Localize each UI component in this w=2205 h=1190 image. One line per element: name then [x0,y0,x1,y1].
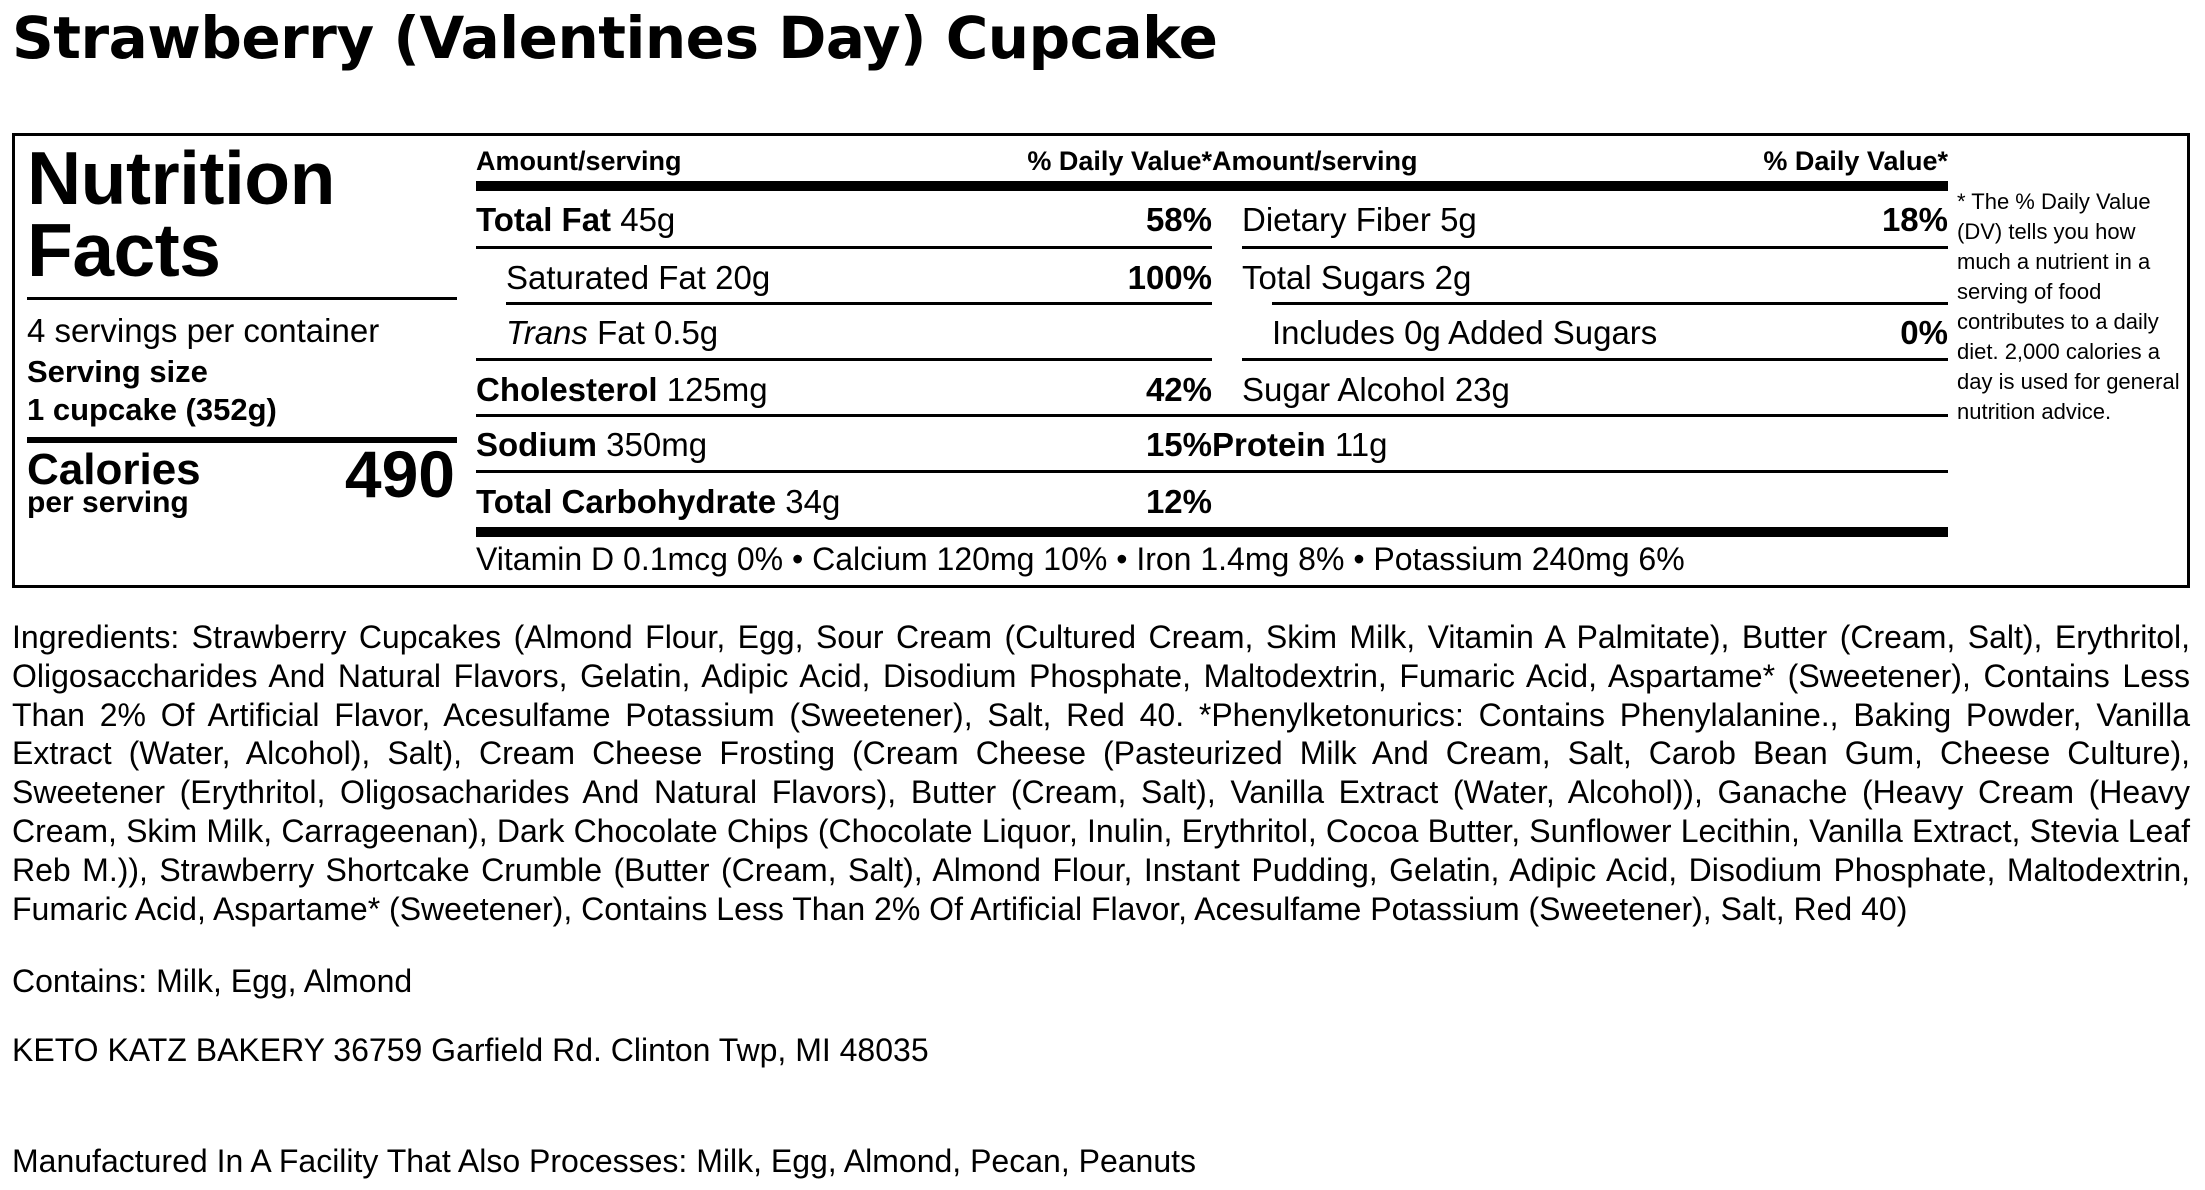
nutrient-amount: 350mg [606,426,708,463]
nutrient-name: Includes 0g Added Sugars [1272,314,1658,351]
nutrient-name: Total Carbohydrate [476,483,777,520]
nutrient-dv: 42% [1145,371,1212,408]
col-header-amount: Amount/serving [1212,146,1418,176]
nutrient-amount: 0.5g [653,314,719,351]
nutrient-name: Protein [1212,426,1326,463]
row-divider [1212,470,1948,473]
row-cholesterol [476,361,1212,417]
row-sodium [476,416,1212,472]
nutrient-dv: 15% [1145,426,1212,463]
nutrient-dv: 0% [1900,314,1948,351]
nutrient-amount: 34g [785,483,841,520]
nutrient-name: Sugar Alcohol [1242,371,1446,408]
nutrient-name: Fat [597,314,645,351]
row-trans-fat [506,304,1212,360]
divider-thin [27,297,457,300]
nutrient-name: Saturated Fat [506,259,706,296]
nutrient-amount: 20g [715,259,771,296]
row-total-carbohydrate [476,473,1212,529]
row-total-sugars [1242,249,1948,305]
row-protein [1212,416,1948,472]
nutrient-amount: 125mg [666,371,768,408]
serving-size-label: Serving size [27,354,208,389]
header-bar [1212,181,1948,191]
nutrient-dv: 100% [1127,259,1212,296]
calories-label: Calories [27,445,201,494]
row-dietary-fiber [1242,191,1948,247]
nutrient-dv: 58% [1145,201,1212,238]
nutrient-amount: 5g [1440,201,1477,238]
header-bar [476,181,1212,191]
nutrient-amount: 11g [1334,426,1388,463]
serving-size-value: 1 cupcake (352g) [27,392,277,427]
dv-footnote: * The % Daily Value (DV) tells you how much a nutrient in a serving of food contributes to a daily diet. 2,000 calories a day is used for general nutrition advice. [1957,189,2180,424]
row-sugar-alcohol [1242,361,1948,417]
allergen-contains: Contains: Milk, Egg, Almond [12,963,413,999]
nutrient-name: Cholesterol [476,371,658,408]
col-header-amount: Amount/serving [476,146,682,176]
servings-per-container: 4 servings per container [27,312,380,349]
nutrient-name: Total Sugars [1242,259,1426,296]
nutrition-facts-heading [27,136,467,292]
ingredients-text: Ingredients: Strawberry Cupcakes (Almond Flour, Egg, Sour Cream (Cultured Cream, Skim Milk, Vitamin A Palmitate), Butter (Cream, Salt), Erythritol, Oligosaccharides And Natural Flavors, Gelatin, Adipic Acid, Disodium Phosphate, Maltodextrin, Fumaric Acid, Aspartame* (Sweetener), Contains Less Than 2% Of Artificial Flavor, Acesulfame Potassium (Sweetener), Salt, Red 40. *Phenylketonurics: Contains Phenylalanine., Baking Powder, Vanilla Extract (Water, Alcohol), Salt), Cream Cheese Frosting (Cream Cheese (Pasteurized Milk And Cream, Salt, Carob Bean Gum, Cheese Culture), Sweetener (Erythritol, Oligosacharides And Natural Flavors), Butter (Cream, Salt), Vanilla Extract (Water, Alcohol)), Ganache (Heavy Cream (Heavy Cream, Skim Milk, Carrageenan), Dark Chocolate Chips (Chocolate Liquor, Inulin, Erythritol, Cocoa Butter, Sunflower Lecithin, Vanilla Extract, Stevia Leaf Reb M.)), Strawberry Shortcake Crumble (Butter (Cream, Salt), Almond Flour, Instant Pudding, Gelatin, Adipic Acid, Disodium Phosphate, Maltodextrin, Fumaric Acid, Aspartame* (Sweetener), Contains Less Than 2% Of Artificial Flavor, Acesulfame Potassium (Sweetener), Salt, Red 40) [12,619,2190,927]
nutrient-dv: 12% [1145,483,1212,520]
row-added-sugars [1272,304,1948,360]
nutrient-dv: 18% [1881,201,1948,238]
nutrient-name-italic: Trans [506,314,588,351]
row-saturated-fat [506,249,1212,305]
heading-line-2: Facts [27,208,221,292]
product-title: Strawberry (Valentines Day) Cupcake [12,4,1218,72]
nutrition-facts-panel [12,133,2190,588]
nutrient-name: Total Fat [476,201,612,238]
nutrient-amount: 45g [620,201,676,238]
col-header-dv: % Daily Value* [1763,146,1948,176]
calories-sublabel: per serving [27,486,189,519]
nutrient-name: Dietary Fiber [1242,201,1431,238]
calories-value: 490 [344,437,455,511]
nutrient-amount: 2g [1434,259,1472,296]
col-header-dv: % Daily Value* [1027,146,1212,176]
row-total-fat [476,191,1212,247]
facility-statement: Manufactured In A Facility That Also Processes: Milk, Egg, Almond, Pecan, Peanuts [12,1143,1197,1179]
heading-line-1: Nutrition [27,136,335,220]
bottom-bar [1212,527,1948,537]
bottom-bar [476,527,1212,537]
vitamins-minerals: Vitamin D 0.1mcg 0% • Calcium 120mg 10% • Iron 1.4mg 8% • Potassium 240mg 6% [476,541,1685,577]
nutrient-name: Sodium [476,426,597,463]
bakery-address: KETO KATZ BAKERY 36759 Garfield Rd. Clinton Twp, MI 48035 [12,1032,929,1068]
nutrient-amount: 23g [1454,371,1510,408]
